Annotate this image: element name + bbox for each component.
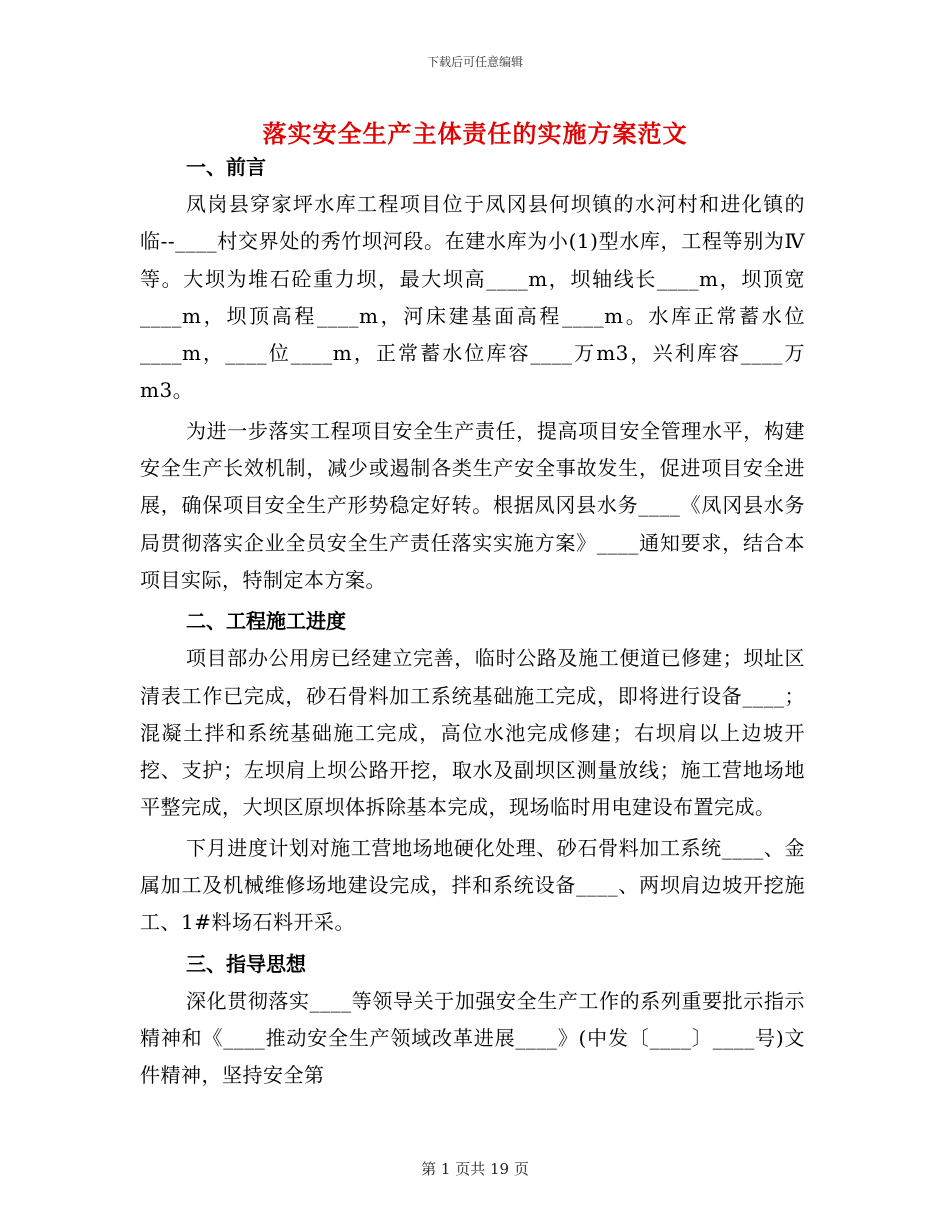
section-heading: 一、前言 xyxy=(186,155,266,179)
section-progress xyxy=(140,602,805,941)
paragraph: 为进一步落实工程项目安全生产责任，提高项目安全管理水平，构建安全生产长效机制，减少或遏制各类生产安全事故发生，促进项目安全进展，确保项目安全生产形势稳定好转。根据凤冈县水务____《凤冈县水务局贯彻落实企业全员安全生产责任落实实施方案》____通知要求，结合本项目实际，特制定本方案。 xyxy=(140,418,805,592)
header-note: 下载后可任意编辑 xyxy=(426,55,523,69)
section-heading: 三、指导思想 xyxy=(186,951,306,976)
section-heading: 二、工程施工进度 xyxy=(186,609,346,634)
paragraph: 项目部办公用房已经建立完善，临时公路及施工便道已修建；坝址区清表工作已完成，砂石骨料加工系统基础施工完成，即将进行设备____；混凝土拌和系统基础施工完成，高位水池完成修建；右坝肩以上边坡开挖、支护；左坝肩上坝公路开挖，取水及副坝区测量放线；施工营地场地平整完成，大坝区原坝体拆除基本完成，现场临时用电建设布置完成。 xyxy=(140,646,805,820)
page-number: 第 1 页共 19 页 xyxy=(421,1160,529,1178)
section-preface xyxy=(140,148,805,599)
document-body xyxy=(140,148,805,1098)
paragraph: 深化贯彻落实____等领导关于加强安全生产工作的系列重要批示指示精神和《____推动安全生产领域改革进展____》(中发〔____〕____号)文件精神，坚持安全第 xyxy=(140,988,805,1088)
paragraph: 凤岗县穿家坪水库工程项目位于凤冈县何坝镇的水河村和进化镇的临--____村交界处的秀竹坝河段。在建水库为小(1)型水库，工程等别为Ⅳ等。大坝为堆石砼重力坝，最大坝高____m，坝轴线长____m，坝顶宽____m，坝顶高程____m，河床建基面高程____m。水库正常蓄水位____m，____位____m，正常蓄水位库容____万m3，兴利库容____万m3。 xyxy=(140,192,805,403)
section-guiding-ideology xyxy=(140,945,805,1095)
paragraph: 下月进度计划对施工营地场地硬化处理、砂石骨料加工系统____、金属加工及机械维修场地建设完成，拌和系统设备____、两坝肩边坡开挖施工、1#料场石料开采。 xyxy=(140,835,805,935)
document-title: 落实安全生产主体责任的实施方案范文 xyxy=(262,119,688,148)
